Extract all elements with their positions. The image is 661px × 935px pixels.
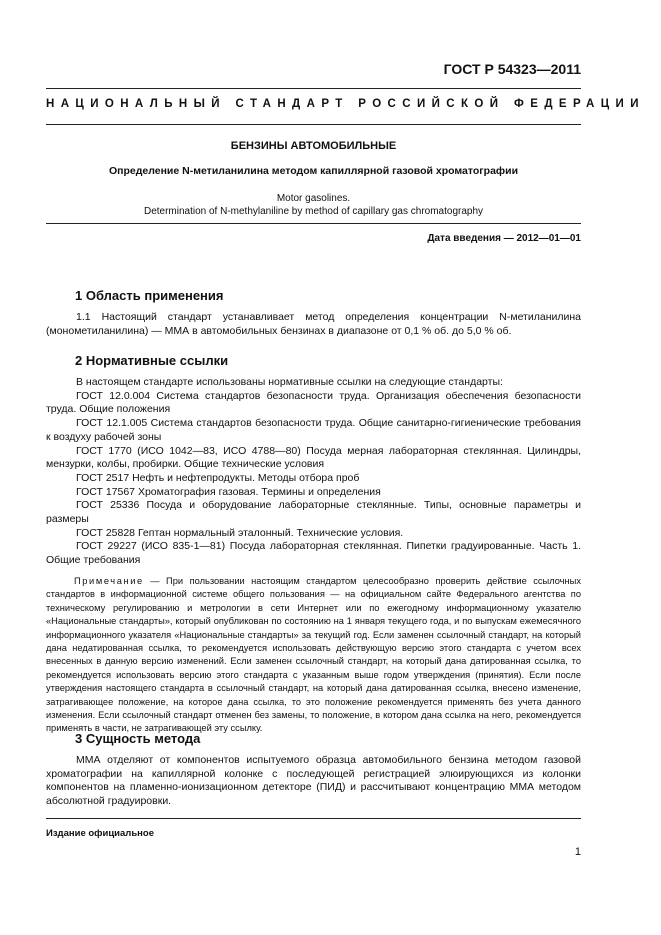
- section-3-heading: 3 Сущность метода: [75, 731, 201, 746]
- introduction-date: Дата введения — 2012—01—01: [427, 233, 581, 244]
- paragraph: В настоящем стандарте использованы нормативные ссылки на следующие стандарты:: [76, 376, 503, 388]
- standard-number: ГОСТ Р 54323—2011: [443, 61, 581, 77]
- reference-item: ГОСТ 12.1.005 Система стандартов безопасности труда. Общие санитарно-гигиенические требования к воздуху рабочей зоны: [46, 417, 581, 443]
- reference-item: ГОСТ 25336 Посуда и оборудование лабораторные стеклянные. Типы, основные параметры и размеры: [46, 499, 581, 526]
- document-subtitle: Определение N-метиланилина методом капиллярной газовой хроматографии: [108, 165, 519, 177]
- english-title-line2: Determination of N-methylaniline by method of capillary gas chromatography: [143, 206, 484, 217]
- title-rule: [46, 124, 581, 125]
- section-3-body: [46, 754, 581, 809]
- note: [46, 575, 581, 736]
- reference-item: ГОСТ 1770 (ИСО 1042—83, ИСО 4788—80) Посуда мерная лабораторная стеклянная. Цилиндры, мензурки, колбы, пробирки. Общие технические условия: [46, 444, 581, 471]
- section-1-heading: 1 Область применения: [75, 288, 224, 303]
- reference-item: ГОСТ 29227 (ИСО 835-1—81) Посуда лабораторная стеклянная. Пипетки градуированные. Часть 1. Общие требования: [46, 540, 581, 567]
- national-standard-banner: НАЦИОНАЛЬНЫЙ СТАНДАРТ РОССИЙСКОЙ ФЕДЕРАЦИИ: [46, 98, 645, 110]
- section-2-heading: 2 Нормативные ссылки: [75, 353, 229, 368]
- section-1-body: [46, 311, 581, 338]
- english-title-line1: Motor gasolines.: [276, 193, 351, 204]
- edition-label: Издание официальное: [46, 828, 154, 839]
- english-title: [46, 192, 581, 218]
- reference-item: ГОСТ 2517 Нефть и нефтепродукты. Методы отбора проб: [76, 471, 360, 484]
- reference-item: ГОСТ 17567 Хроматография газовая. Термины и определения: [76, 485, 381, 498]
- document-title: БЕНЗИНЫ АВТОМОБИЛЬНЫЕ: [230, 140, 397, 152]
- top-rule: [46, 88, 581, 89]
- note-text: — При пользовании настоящим стандартом целесообразно проверить действие ссылочных стандартов в информационной системе общего пользования — на официальном сайте Федерального агентства по техническому регулированию и метрологии в сети Интернет или по ежегодному информационному указателю «Национальные стандарты», который опубликован по состоянию на 1 января текущего года, и по выпускам ежемесячного информационного указателя «Национальные стандарты» за текущий год. Если заменен ссылочный стандарт, на который дана недатированная ссылка, то рекомендуется использовать действующую версию этого стандарта с учетом всех внесенных в данную версию изменений. Если заменен ссылочный стандарт, на который дана датированная ссылка, то рекомендуется использовать версию этого стандарта с указанным выше годом утверждения (принятия). Если после утверждения настоящего стандарта в ссылочный стандарт, на который дана датированная ссылка, внесено изменение, затрагивающее положение, на которое дана ссылка, то это положение рекомендуется применять без учета данного изменения. Если ссылочный стандарт отменен без замены, то положение, в котором дана ссылка на него, рекомендуется применять в части, не затрагивающей эту ссылку.: [46, 576, 581, 734]
- page-number: 1: [574, 846, 581, 858]
- paragraph: 1.1 Настоящий стандарт устанавливает метод определения концентрации N-метиланилина (монометиланилина) — ММА в автомобильных бензинах в диапазоне от 0,1 % об. до 5,0 % об.: [46, 311, 581, 337]
- reference-item: ГОСТ 12.0.004 Система стандартов безопасности труда. Организация обеспечения безопасности труда. Общие положения: [46, 389, 581, 416]
- paragraph: ММА отделяют от компонентов испытуемого образца автомобильного бензина методом газовой хроматографии на капиллярной колонке с последующей регистрацией элюирующихся из колонки компонентов на пламенно-ионизационном детекторе (ПИД) и рассчитывают концентрацию ММА методом абсолютной градуировки.: [46, 754, 581, 808]
- date-rule: [46, 223, 581, 224]
- footer-rule: [46, 818, 581, 819]
- note-label: Примечание: [74, 576, 144, 586]
- reference-item: ГОСТ 25828 Гептан нормальный эталонный. Технические условия.: [76, 526, 404, 539]
- section-2-body: [46, 376, 581, 568]
